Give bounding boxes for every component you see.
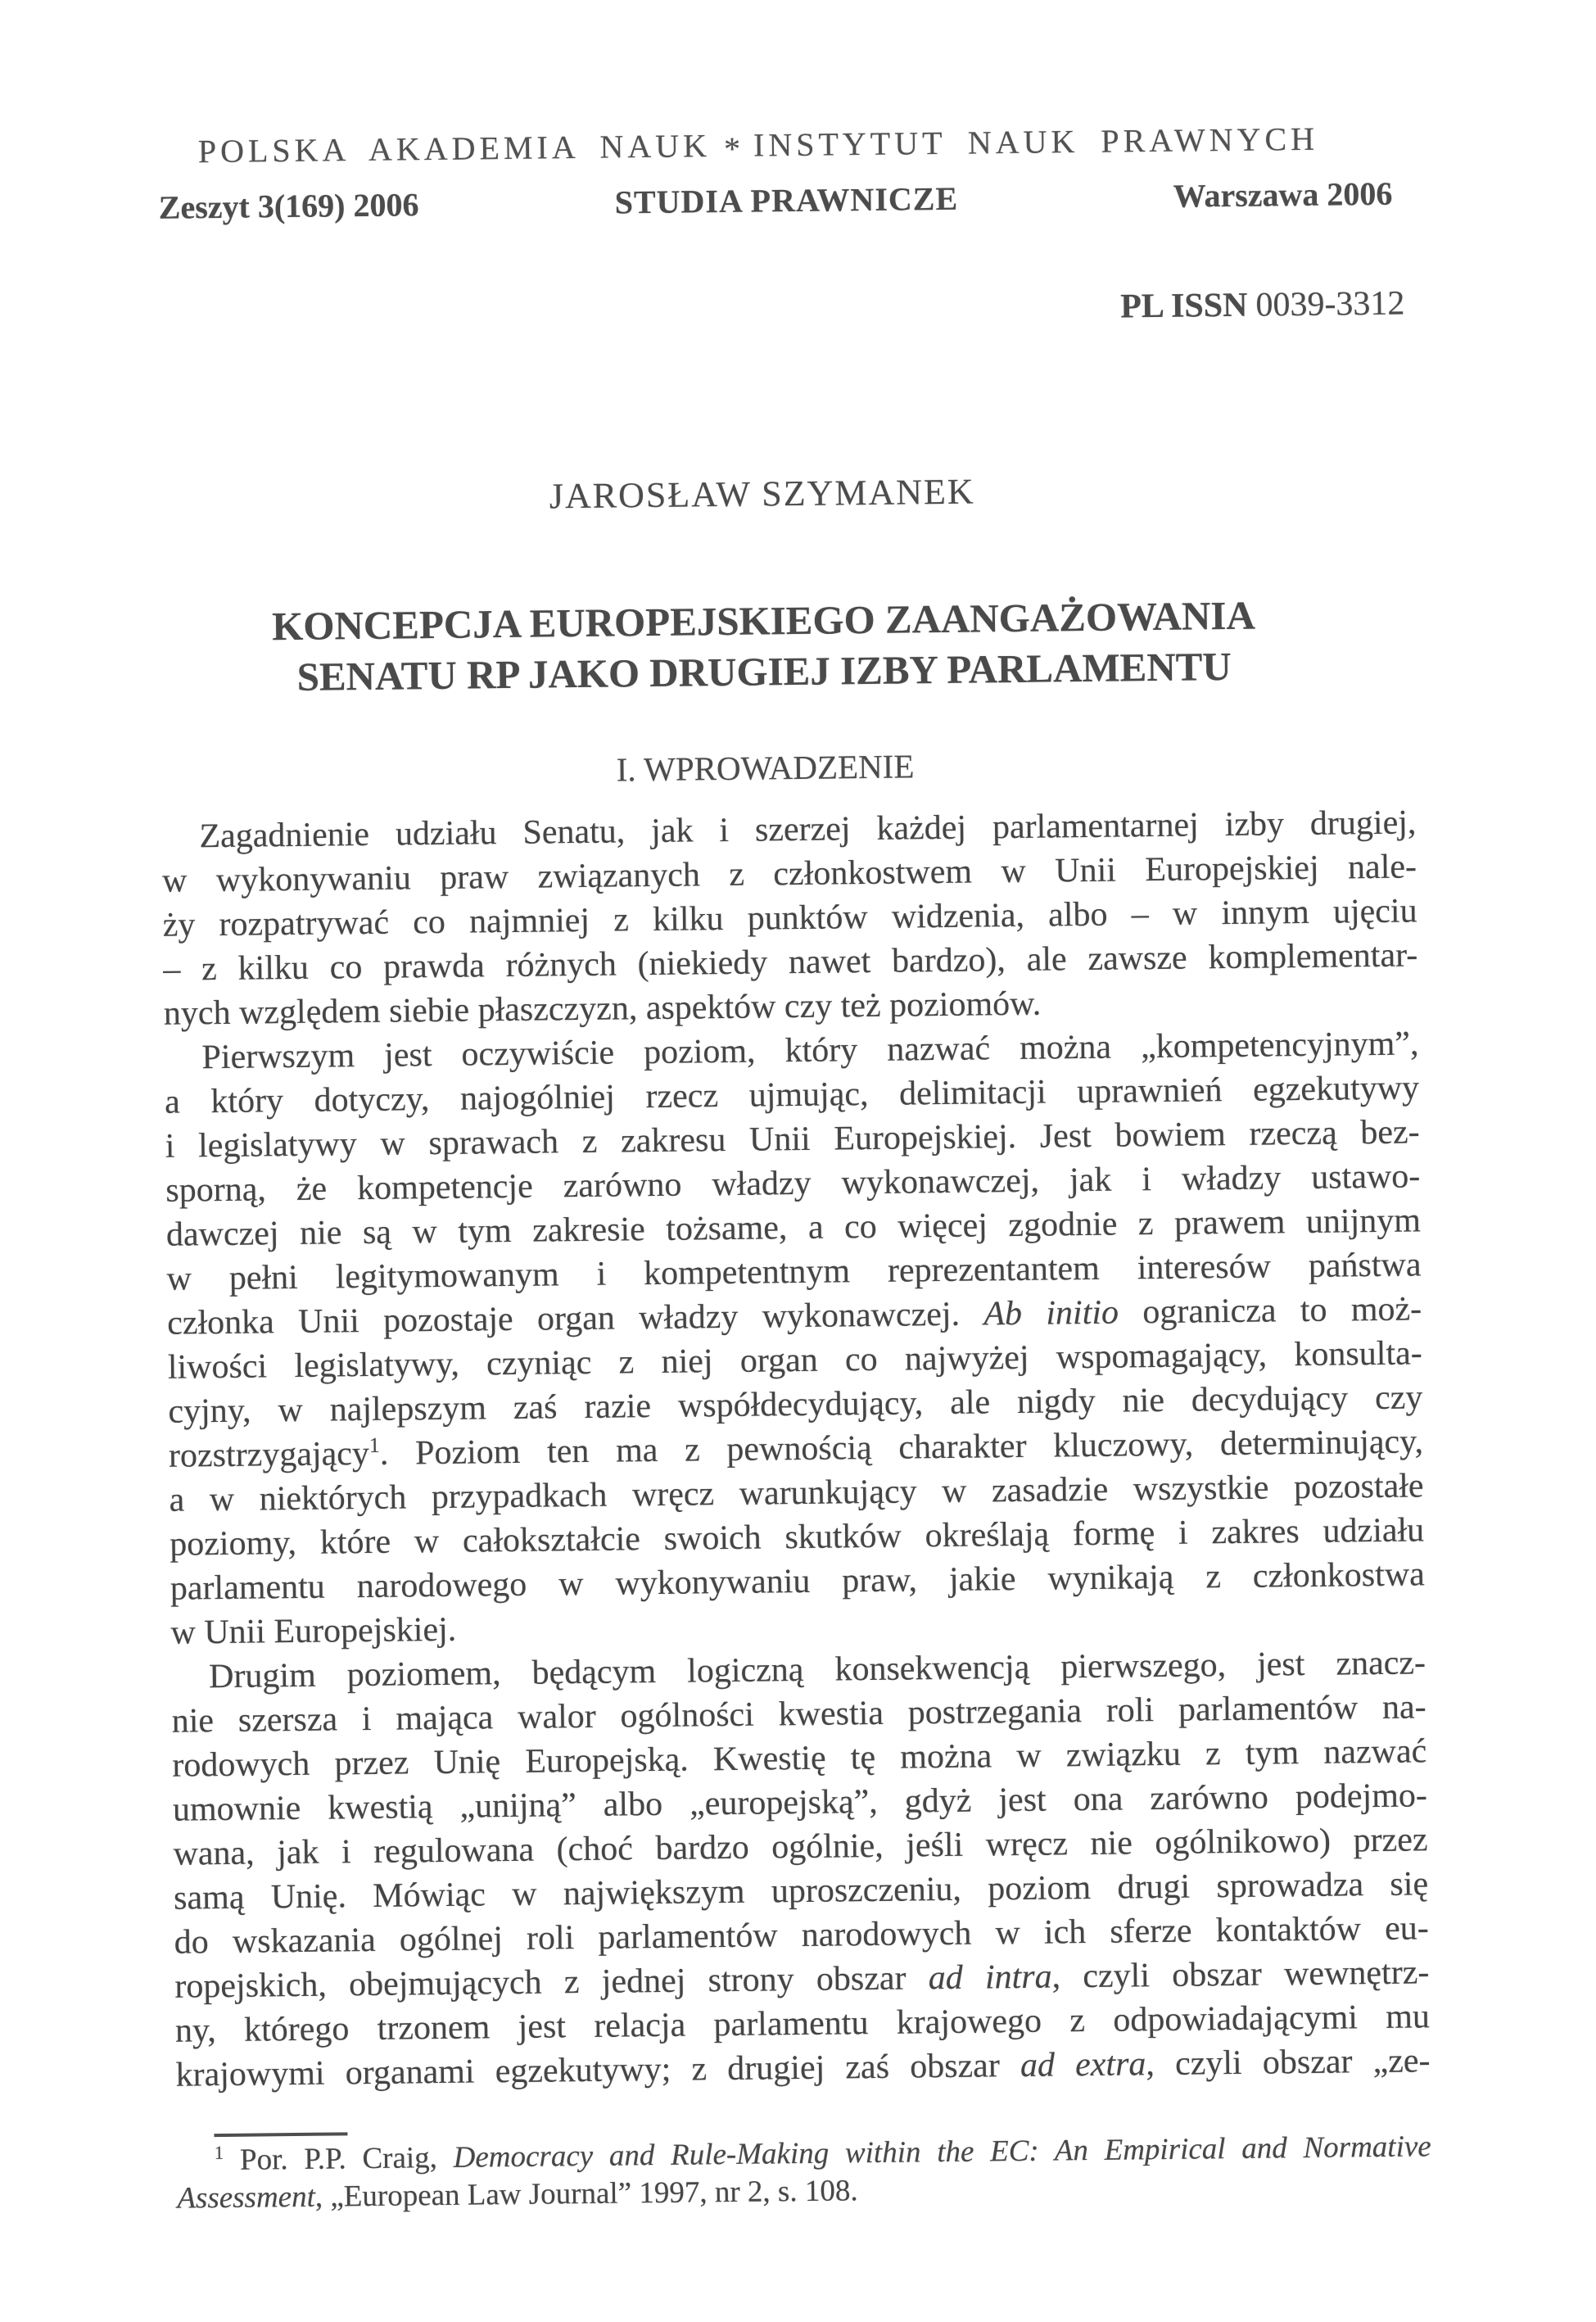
issn-number: 0039-3312 xyxy=(1255,284,1405,324)
text-line: członka Unii pozostaje organ władzy wykonawczej. Ab initio ogranicza to moż- xyxy=(166,1290,1422,1342)
text-line: Pierwszym jest oczywiście poziom, który nazwać można „kompetencyjnym”, xyxy=(201,1025,1419,1077)
text-line: rozstrzygający$^1$. Poziom ten ma z pewnością charakter kluczowy, determinujący, xyxy=(168,1423,1424,1475)
author-name: JAROSŁAW SZYMANEK xyxy=(549,471,975,517)
text-line: Assessment, „European Law Journal” 1997, nr 2, s. 108. xyxy=(177,2174,858,2216)
text-line: wana, jak i regulowana (choć bardzo ogólnie, jeśli wręcz nie ogólnikowo) przez xyxy=(173,1821,1428,1873)
text-line: ży rozpatrywać co najmniej z kilku punktów widzenia, albo – w innym ujęciu xyxy=(162,892,1417,944)
text-line: w Unii Europejskiej. xyxy=(170,1610,457,1652)
text-line: Zagadnienie udziału Senatu, jak i szerzej każdej parlamentarnej izby drugiej, xyxy=(199,803,1417,856)
text-line: w pełni legitymowanym i kompetentnym reprezentantem interesów państwa xyxy=(166,1246,1422,1298)
body-paragraphs xyxy=(161,800,1431,2097)
masthead-right: INSTYTUT NAUK PRAWNYCH xyxy=(753,120,1319,164)
text-line: cyjny, w najlepszym zaś razie współdecydujący, ale nigdy nie decydujący czy xyxy=(168,1378,1423,1431)
text-line: i legislatywy w sprawach z zakresu Unii Europejskiej. Jest bowiem rzeczą bez- xyxy=(165,1113,1420,1166)
text-line: liwości legislatywy, czyniąc z niej organ co najwyżej wspomagający, konsulta- xyxy=(167,1334,1422,1387)
text-line: nych względem siebie płaszczyzn, aspektów czy też poziomów. xyxy=(163,984,1042,1033)
text-line: w wykonywaniu praw związanych z członkostwem w Unii Europejskiej nale- xyxy=(161,848,1417,900)
text-line: – z kilku co prawda różnych (niekiedy nawet bardzo), ale zawsze komplementar- xyxy=(163,936,1418,989)
article-title xyxy=(137,589,1390,704)
masthead-separator-asterisk: * xyxy=(723,129,741,167)
issn-line xyxy=(1119,284,1405,326)
text-line: rodowych przez Unię Europejską. Kwestię tę można w związku z tym nazwać xyxy=(172,1732,1427,1785)
title-line-1: KONCEPCJA EUROPEJSKIEGO ZAANGAŻOWANIA xyxy=(271,592,1256,650)
text-line: a który dotyczy, najogólniej rzecz ujmując, delimitacji uprawnień egzekutywy xyxy=(164,1069,1420,1121)
text-line: samą Unię. Mówiąc w największym uproszczeniu, poziom drugi sprowadza się xyxy=(173,1865,1429,1917)
text-line: nie szersza i mająca walor ogólności kwestia postrzegania roli parlamentów na- xyxy=(171,1688,1426,1740)
text-line: sporną, że kompetencje zarówno władzy wykonawczej, jak i władzy ustawo- xyxy=(165,1157,1421,1210)
text-line: Drugim poziomem, będącym logiczną konsekwencją pierwszego, jest znacz- xyxy=(208,1644,1426,1696)
title-line-2: SENATU RP JAKO DRUGIEJ IZBY PARLAMENTU xyxy=(296,643,1232,699)
masthead-row xyxy=(0,175,1585,234)
text-line: ny, którego trzonem jest relacja parlamentu krajowego z odpowiadającymi mu xyxy=(174,1998,1431,2050)
text-line: a w niektórych przypadkach wręcz warunkujący w zasadzie wszystkie pozostałe xyxy=(169,1467,1424,1519)
place-year: Warszawa 2006 xyxy=(1173,174,1393,215)
text-line: umownie kwestią „unijną” albo „europejską”, gdyż jest ona zarówno podejmo- xyxy=(172,1777,1428,1829)
masthead-left: POLSKA AKADEMIA NAUK xyxy=(197,127,712,170)
text-line: ropejskich, obejmujących z jednej strony obszar ad intra, czyli obszar wewnętrz- xyxy=(174,1953,1430,2006)
text-line: krajowymi organami egzekutywy; z drugiej zaś obszar ad extra, czyli obszar „ze- xyxy=(175,2042,1431,2094)
journal-title: STUDIA PRAWNICZE xyxy=(614,179,959,221)
section-heading: I. WPROWADZENIE xyxy=(616,747,915,789)
text-line: do wskazania ogólnej roli parlamentów narodowych w ich sferze kontaktów eu- xyxy=(174,1909,1429,1962)
text-line: poziomy, które w całokształcie swoich skutków określają formę i zakres udziału xyxy=(170,1511,1425,1564)
issue-number: Zeszyt 3(169) 2006 xyxy=(158,186,419,226)
text-line: $^1$ Por. P.P. Craig, Democracy and Rule-Making within the EC: An Empirical and Normative xyxy=(214,2130,1431,2178)
masthead xyxy=(132,122,1385,172)
text-line: dawczej nie są w tym zakresie tożsame, a co więcej zgodnie z prawem unijnym xyxy=(165,1202,1422,1254)
issn-label: PL ISSN xyxy=(1119,286,1248,326)
footnote-rule xyxy=(214,2132,347,2137)
footnote xyxy=(177,2128,1432,2217)
text-line: parlamentu narodowego w wykonywaniu praw, jakie wynikają z członkostwa xyxy=(170,1555,1426,1608)
